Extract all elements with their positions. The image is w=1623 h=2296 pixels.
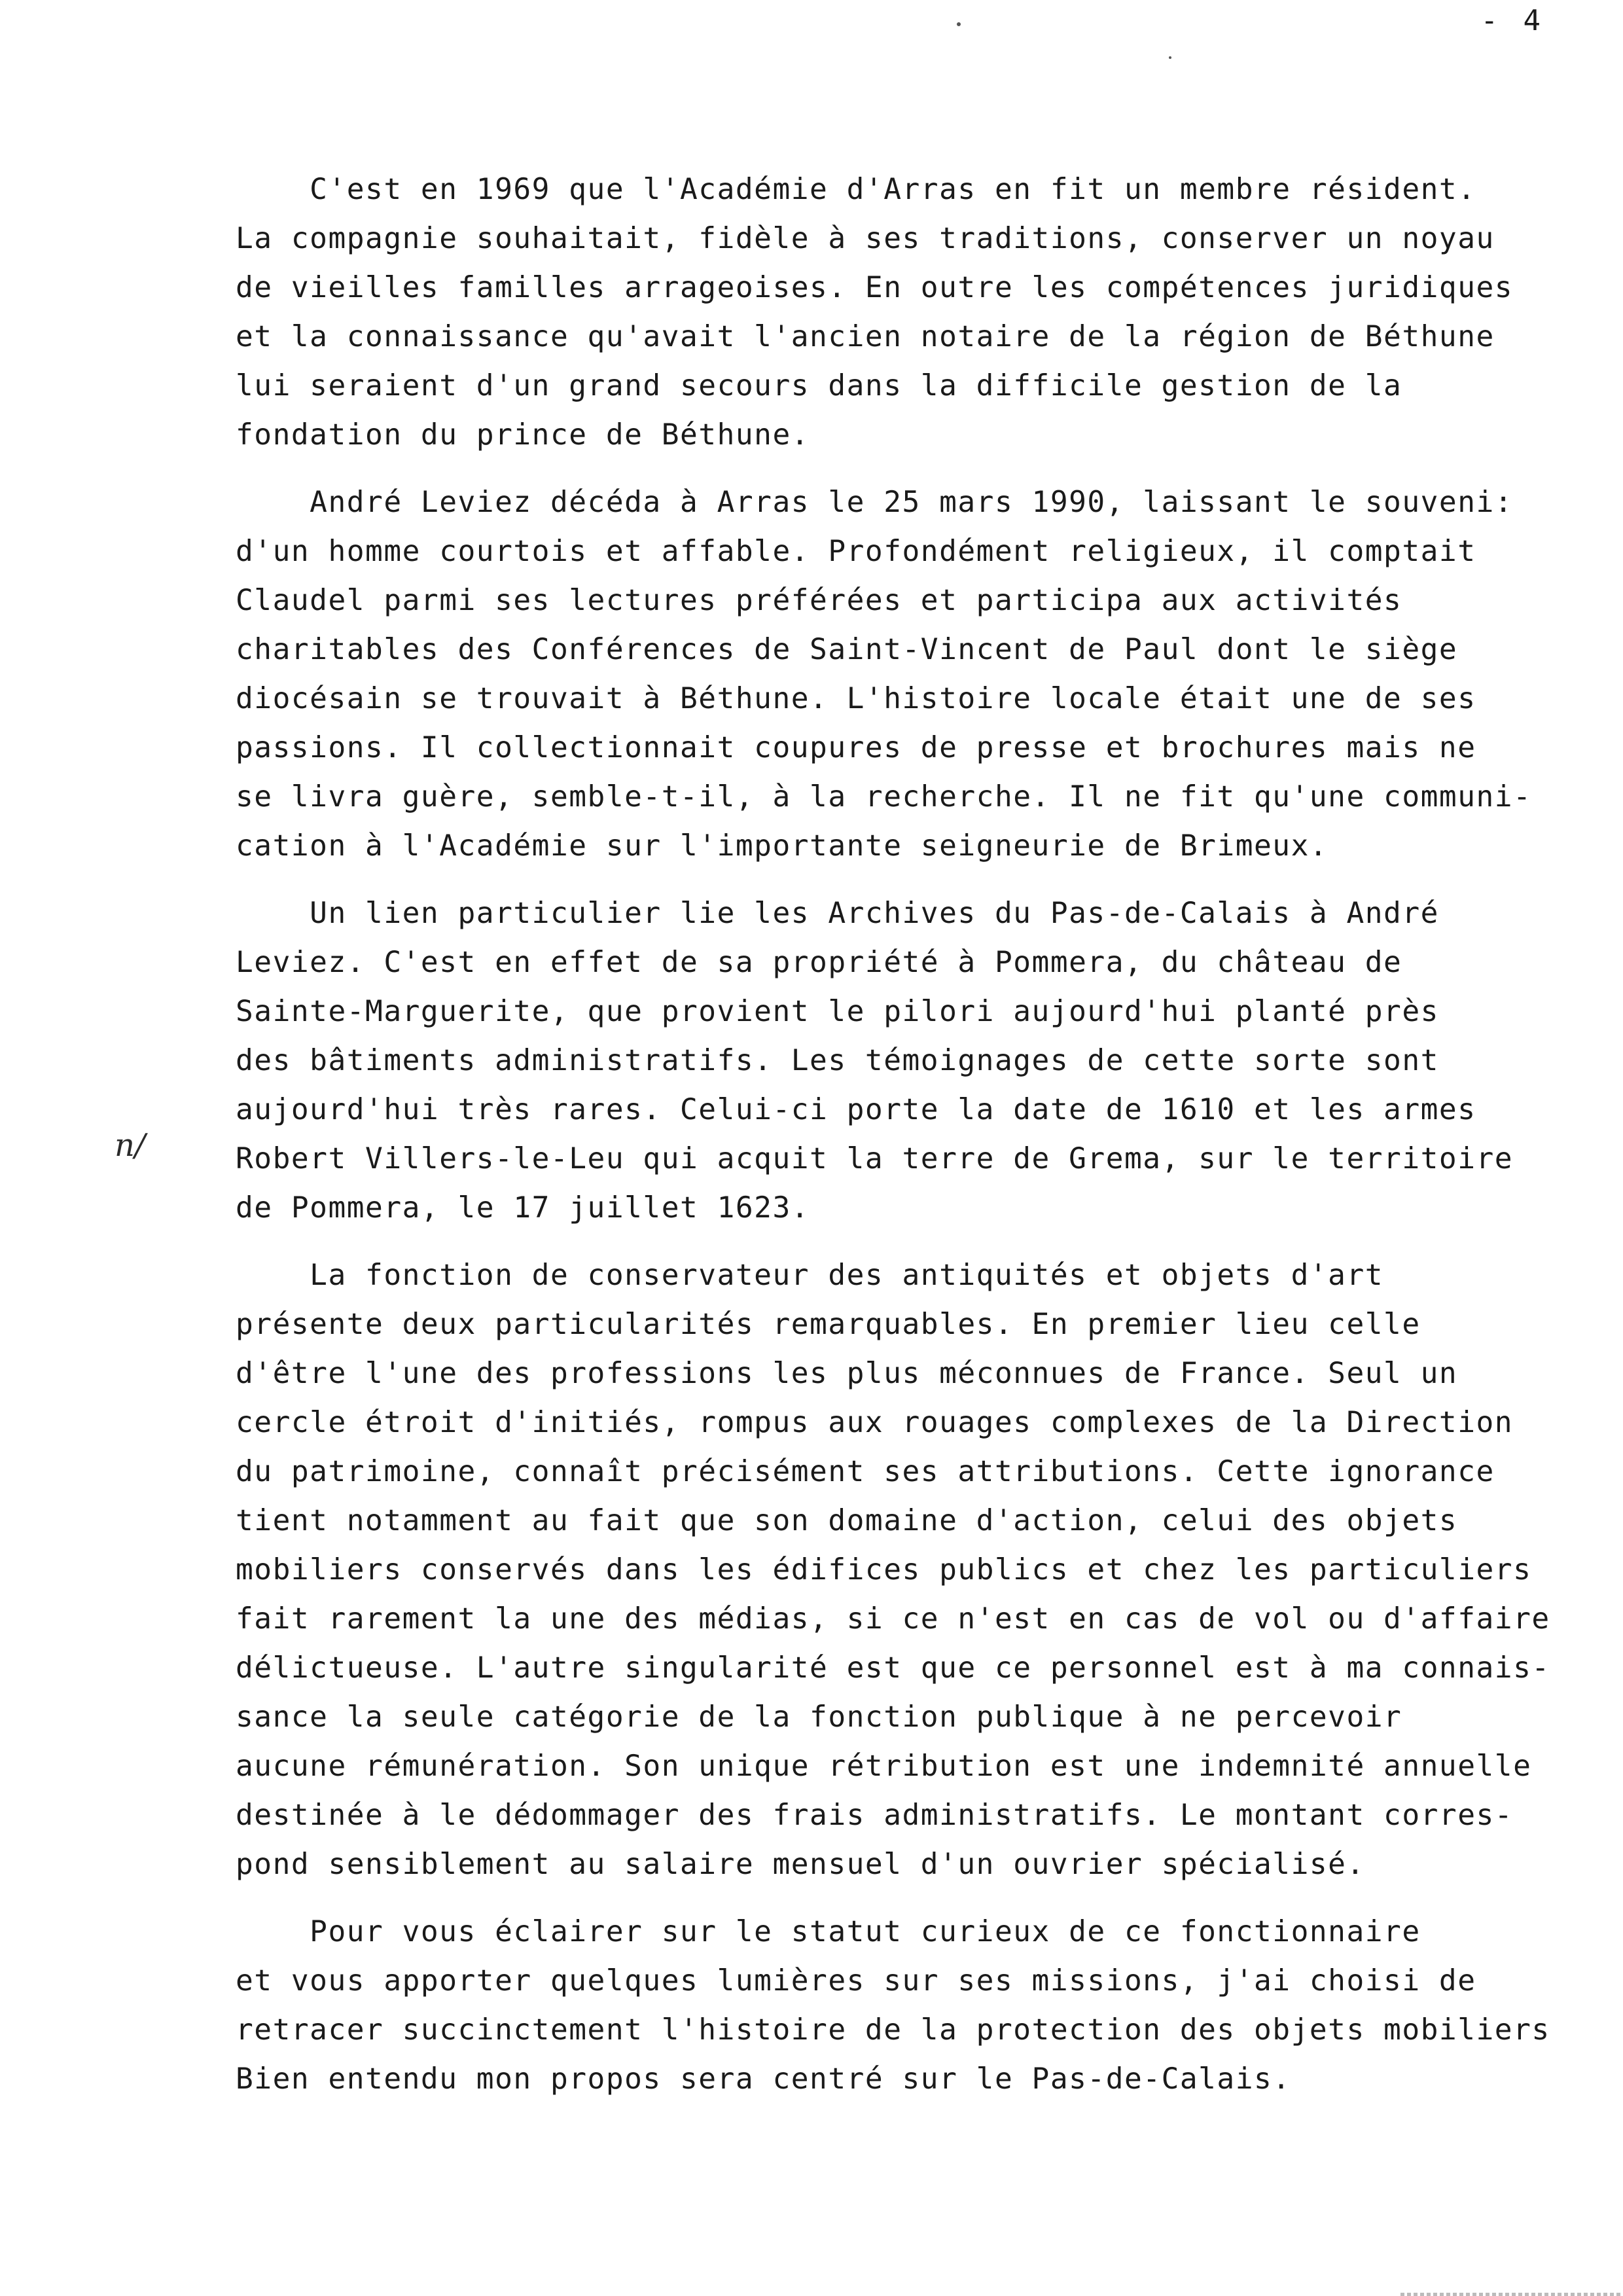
text-line: passions. Il collectionnait coupures de presse et brochures mais ne [236,731,1476,764]
text-line: La compagnie souhaitait, fidèle à ses traditions, conserver un noyau [236,222,1495,255]
text-line: Pour vous éclairer sur le statut curieux de ce fonctionnaire [236,1915,1421,1948]
text-line: fait rarement la une des médias, si ce n'est en cas de vol ou d'affaire [236,1602,1550,1636]
text-line: Leviez. C'est en effet de sa propriété à Pommera, du château de [236,946,1402,979]
text-line: cation à l'Académie sur l'importante seigneurie de Brimeux. [236,829,1329,863]
scan-edge-mark [1400,2293,1623,2296]
paragraph [236,889,1584,1232]
text-line: se livra guère, semble-t-il, à la recherche. Il ne fit qu'une communi- [236,780,1532,814]
text-line: La fonction de conservateur des antiquités et objets d'art [236,1259,1384,1292]
text-line: du patrimoine, connaît précisément ses attributions. Cette ignorance [236,1455,1495,1488]
paragraph [236,165,1584,459]
text-line: tient notamment au fait que son domaine d'action, celui des objets [236,1504,1458,1537]
text-line: délictueuse. L'autre singularité est que ce personnel est à ma connais- [236,1651,1550,1685]
text-line: fondation du prince de Béthune. [236,418,810,452]
paragraph [236,1251,1584,1889]
text-line: aujourd'hui très rares. Celui-ci porte la date de 1610 et les armes [236,1093,1476,1126]
text-line: aucune rémunération. Son unique rétribution est une indemnité annuelle [236,1749,1532,1783]
text-line: diocésain se trouvait à Béthune. L'histoire locale était une de ses [236,682,1476,715]
text-line: de vieilles familles arrageoises. En outre les compétences juridiques [236,271,1514,304]
text-line: sance la seule catégorie de la fonction publique à ne percevoir [236,1700,1402,1734]
text-line: d'un homme courtois et affable. Profondément religieux, il comptait [236,535,1476,568]
text-line: présente deux particularités remarquables. En premier lieu celle [236,1308,1421,1341]
text-line: cercle étroit d'initiés, rompus aux rouages complexes de la Direction [236,1406,1514,1439]
paragraph [236,1907,1584,2104]
text-line: de Pommera, le 17 juillet 1623. [236,1191,810,1225]
text-line: Sainte-Marguerite, que provient le pilori aujourd'hui planté près [236,995,1439,1028]
text-line: charitables des Conférences de Saint-Vincent de Paul dont le siège [236,633,1458,666]
text-line: des bâtiments administratifs. Les témoignages de cette sorte sont [236,1044,1439,1077]
text-line: mobiliers conservés dans les édifices publics et chez les particuliers [236,1553,1532,1587]
text-line: André Leviez décéda à Arras le 25 mars 1990, laissant le souveni: [236,486,1514,519]
page-number: - 4 [1480,4,1544,37]
text-line: Robert Villers-le-Leu qui acquit la terre de Grema, sur le territoire [236,1142,1514,1175]
text-line: d'être l'une des professions les plus méconnues de France. Seul un [236,1357,1458,1390]
text-line: pond sensiblement au salaire mensuel d'un ouvrier spécialisé. [236,1848,1365,1881]
paragraph [236,478,1584,870]
scan-speck [1169,56,1171,59]
document-body [236,165,1584,2104]
text-line: Claudel parmi ses lectures préférées et participa aux activités [236,584,1402,617]
text-line: lui seraient d'un grand secours dans la difficile gestion de la [236,369,1402,403]
handwritten-margin-note: n/ [115,1127,146,1164]
text-line: et la connaissance qu'avait l'ancien notaire de la région de Béthune [236,320,1495,353]
text-line: C'est en 1969 que l'Académie d'Arras en fit un membre résident. [236,173,1476,206]
text-line: retracer succinctement l'histoire de la protection des objets mobiliers [236,2013,1550,2047]
scan-speck [957,22,961,26]
text-line: Un lien particulier lie les Archives du Pas-de-Calais à André [236,897,1439,930]
text-line: et vous apporter quelques lumières sur ses missions, j'ai choisi de [236,1964,1476,1998]
text-line: Bien entendu mon propos sera centré sur le Pas-de-Calais. [236,2062,1291,2096]
text-line: destinée à le dédommager des frais administratifs. Le montant corres- [236,1799,1514,1832]
